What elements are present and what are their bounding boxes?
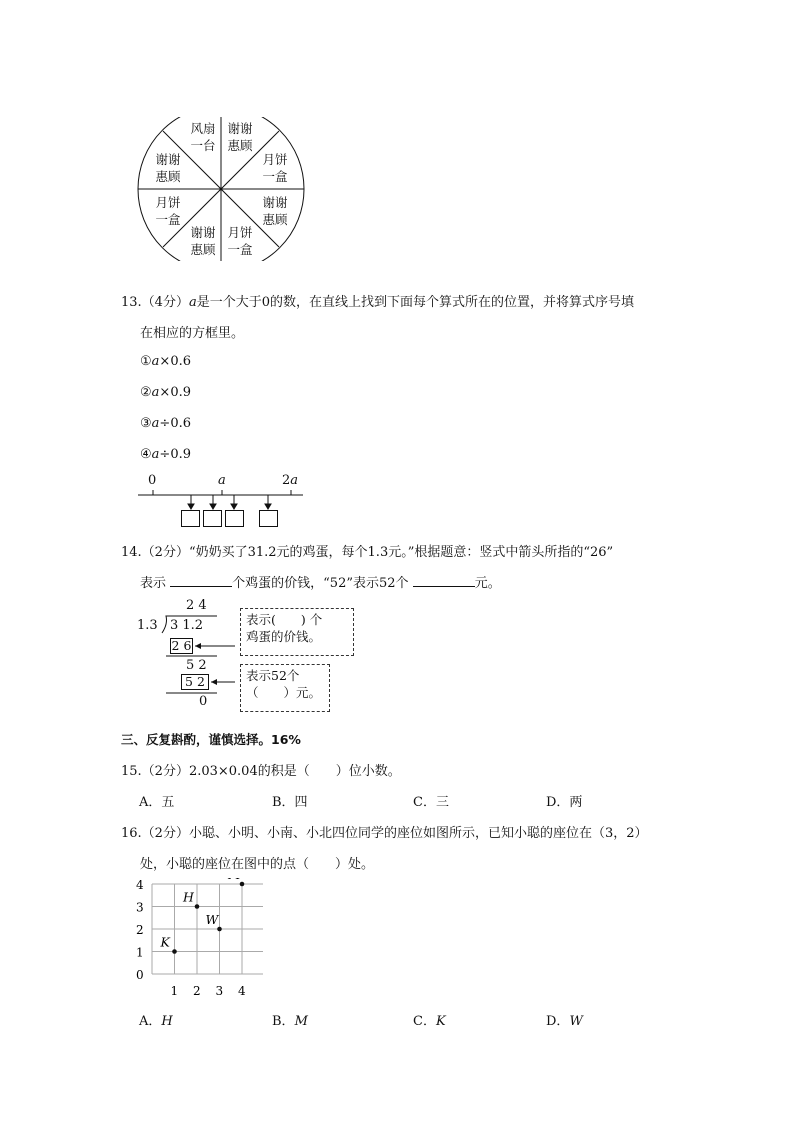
- option-letter: W: [569, 1014, 583, 1029]
- q16-option-b[interactable]: [272, 1010, 308, 1029]
- q16-option-d[interactable]: [546, 1010, 583, 1029]
- answer-box[interactable]: [259, 510, 278, 527]
- note-text: 鸡蛋的价钱。: [246, 629, 322, 644]
- q16-option-c[interactable]: [413, 1010, 446, 1029]
- q14-text: 个鸡蛋的价钱，“52”表示52个: [232, 576, 409, 591]
- wheel-sector: 谢谢 惠顾: [262, 195, 288, 227]
- arrow-head: [211, 679, 217, 685]
- q16-option-a[interactable]: [139, 1010, 173, 1029]
- number-line-zero: 0: [148, 473, 157, 488]
- y-axis-label: 0: [136, 968, 144, 982]
- prize-wheel: [135, 117, 307, 261]
- q14-stem-line1: 14.（2分）“奶奶买了31.2元的鸡蛋，每个1.3元。”根据题意：竖式中箭头所指的“26”: [121, 545, 614, 560]
- point-label: H: [183, 889, 194, 905]
- grid-point: [240, 882, 245, 887]
- arrow-head: [265, 504, 271, 509]
- step2-box: 5 2: [181, 674, 209, 690]
- note-box-2: [240, 664, 330, 712]
- note-text: 表示( ) 个: [246, 612, 323, 627]
- number-line-a-var: a: [290, 473, 299, 488]
- q14-text: 表示: [140, 576, 167, 591]
- q13-expr-2: [140, 385, 191, 400]
- quotient: 2 4: [186, 598, 207, 613]
- q14-blank-2[interactable]: [413, 574, 475, 587]
- x-axis-label: 1: [170, 984, 179, 998]
- q16-stem-line1: 16.（2分）小聪、小明、小南、小北四位同学的座位如图所示，已知小聪的座位在（3，2）: [121, 826, 648, 841]
- y-axis-label: 1: [136, 945, 144, 960]
- option-letter: M: [294, 1014, 308, 1029]
- option-prefix: A．: [139, 1014, 162, 1029]
- q13-stem-line2: 在相应的方框里。: [140, 326, 245, 341]
- q13-expr-text: ÷0.9: [159, 447, 191, 462]
- circled-number: ④: [140, 447, 152, 462]
- point-label: W: [205, 912, 219, 927]
- x-axis-label: 2: [193, 984, 201, 998]
- arrow-head: [188, 504, 194, 509]
- point-label: K: [160, 934, 170, 950]
- final-remainder: 0: [199, 694, 208, 709]
- wheel-sector: 谢谢 惠顾: [155, 152, 181, 184]
- dividend: 3 1.2: [170, 618, 204, 633]
- y-axis-label: 3: [136, 900, 144, 915]
- q14-blank-1[interactable]: [170, 574, 232, 587]
- number-line-2: 2: [282, 473, 291, 488]
- q15-option-d[interactable]: D．两: [546, 795, 583, 810]
- number-line: [135, 470, 310, 532]
- q13-variable: a: [151, 385, 160, 400]
- wheel-sector: 月饼 一盒: [155, 195, 181, 227]
- circled-number: ②: [140, 385, 152, 400]
- arrow-head: [195, 643, 201, 649]
- circled-number: ①: [140, 354, 152, 369]
- arrow-head: [231, 504, 237, 509]
- grid-point: [217, 927, 222, 932]
- circled-number: ③: [140, 416, 152, 431]
- q13-expr-3: [140, 416, 191, 431]
- option-prefix: D．: [546, 1014, 570, 1029]
- wheel-sector: 月饼 一盒: [227, 225, 253, 257]
- division-bracket: [162, 616, 217, 633]
- q13-expr-text: ×0.9: [159, 385, 191, 400]
- divisor: 1.3: [137, 618, 158, 633]
- wheel-sector: 谢谢 惠顾: [227, 121, 253, 153]
- x-axis-label: 4: [238, 984, 246, 998]
- step1-box: 2 6: [171, 638, 192, 653]
- x-axis-label: 3: [215, 984, 224, 998]
- y-axis-label: 2: [136, 923, 144, 937]
- q15-stem: 15.（2分）2.03×0.04的积是（ ）位小数。: [121, 764, 401, 779]
- q14-text: 元。: [474, 576, 501, 591]
- q13-expr-text: ×0.6: [159, 354, 191, 369]
- q15-option-a[interactable]: A．五: [139, 795, 175, 810]
- q13-variable: a: [151, 447, 160, 462]
- point-label: [227, 878, 242, 882]
- seat-grid: [133, 878, 263, 1000]
- q13-variable: a: [188, 295, 197, 310]
- q13-variable: a: [151, 416, 160, 431]
- answer-box[interactable]: [225, 510, 244, 527]
- section-title: 三、反复斟酌，谨慎选择。16%: [121, 732, 301, 747]
- q15-option-c[interactable]: C．三: [413, 795, 449, 810]
- q13-expr-4: [140, 447, 191, 462]
- q13-stem-text: 是一个大于0的数，在直线上找到下面每个算式所在的位置，并将算式序号填: [196, 295, 634, 310]
- q13-stem-line1: [121, 291, 634, 310]
- q13-expr-1: [140, 354, 191, 369]
- q14-stem-line2: [140, 572, 501, 591]
- number-line-svg: [135, 470, 310, 532]
- note-text: （ ）元。: [246, 685, 322, 700]
- seat-grid-svg: [133, 878, 263, 1000]
- wheel-sector: 谢谢 惠顾: [190, 225, 216, 257]
- option-letter: K: [435, 1014, 446, 1029]
- number-line-a: a: [218, 473, 226, 488]
- remainder1: 5 2: [186, 658, 207, 673]
- q13-number: 13.（4分）: [121, 295, 189, 310]
- answer-box[interactable]: [203, 510, 222, 527]
- grid-point: [195, 904, 200, 909]
- answer-box[interactable]: [181, 510, 200, 527]
- grid-point: [172, 949, 177, 954]
- wheel-sector: 风扇 一台: [190, 121, 216, 153]
- q15-option-b[interactable]: B．四: [272, 795, 308, 810]
- note-box-1: [240, 608, 354, 656]
- option-prefix: C．: [413, 1014, 436, 1029]
- q16-stem-line2: 处，小聪的座位在图中的点（ ）处。: [140, 857, 375, 872]
- wheel-sector: 月饼 一盒: [262, 152, 288, 184]
- note-text: 表示52个: [246, 668, 300, 683]
- y-axis-label: 4: [136, 878, 144, 892]
- q13-variable: a: [151, 354, 160, 369]
- option-letter: H: [161, 1014, 173, 1029]
- arrow-head: [210, 504, 216, 509]
- option-prefix: B．: [272, 1014, 295, 1029]
- q13-expr-text: ÷0.6: [159, 416, 191, 431]
